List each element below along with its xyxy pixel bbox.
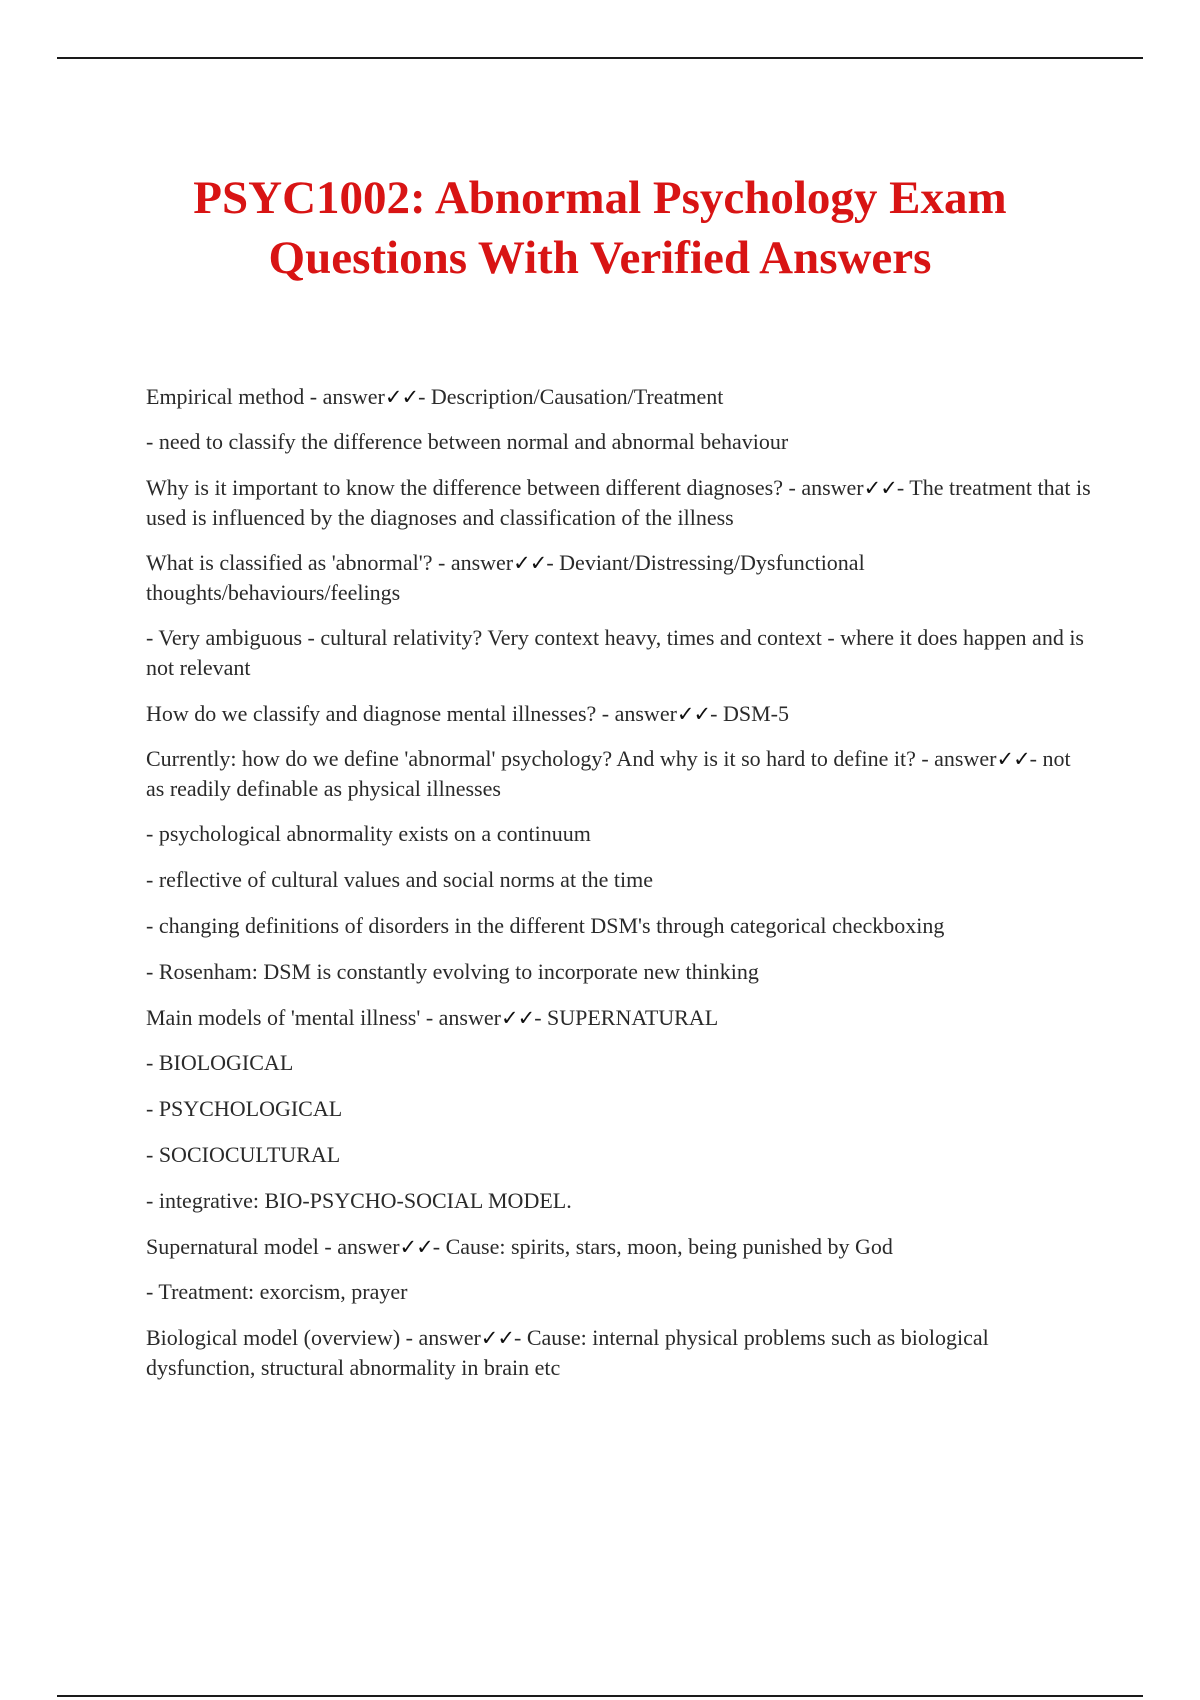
question-text: Supernatural model - [146,1234,338,1259]
answer-label: answer [934,746,997,771]
question-text: Biological model (overview) - [146,1325,419,1350]
answer-text: - Cause: internal physical problems such as biological dysfunction, structural abnormality in brain etc [146,1325,989,1380]
double-check-icon: ✓✓ [500,1006,535,1030]
double-check-icon: ✓✓ [399,1235,433,1259]
answer-label: answer [801,475,864,500]
question-answer [146,1003,1091,1033]
top-rule [57,57,1143,59]
answer-detail: - integrative: BIO-PSYCHO-SOCIAL MODEL. [146,1188,572,1213]
answer-detail: - psychological abnormality exists on a continuum [146,821,591,846]
answer-text: - The treatment that is used is influenced by the diagnoses and classification of the illness [146,475,1091,530]
answer-label: answer [418,1325,481,1350]
bottom-rule [57,1695,1143,1697]
question-answer [146,548,1091,608]
question-answer [146,382,1091,412]
answer-detail: - need to classify the difference between normal and abnormal behaviour [146,429,789,454]
qa-list [146,382,1091,1398]
question-answer [146,473,1091,533]
double-check-icon: ✓✓ [863,476,897,500]
answer-detail: - Treatment: exorcism, prayer [146,1279,408,1304]
question-text: Currently: how do we define 'abnormal' psychology? And why is it so hard to define it? - [146,746,935,771]
answer-label: answer [322,384,385,409]
answer-label: answer [450,550,514,575]
question-text: How do we classify and diagnose mental illnesses? - [146,701,615,726]
question-answer [146,1323,1091,1383]
question-answer [146,699,1091,729]
answer-text: - DSM-5 [710,701,789,726]
answer-detail: - BIOLOGICAL [146,1050,294,1075]
question-answer [146,1232,1091,1262]
answer-detail: - Very ambiguous - cultural relativity? Very context heavy, times and context - where it does happen and is not relevant [146,625,1084,680]
document-title [100,168,1100,288]
answer-detail: - changing definitions of disorders in the different DSM's through categorical checkboxing [146,913,945,938]
question-text: Empirical method - [146,384,323,409]
double-check-icon: ✓✓ [676,702,711,726]
double-check-icon: ✓✓ [480,1326,514,1350]
answer-text: - SUPERNATURAL [534,1005,719,1030]
answer-detail: - Rosenham: DSM is constantly evolving to incorporate new thinking [146,959,759,984]
answer-label: answer [614,701,677,726]
title-line-1: PSYC1002: Abnormal Psychology Exam [193,172,1007,224]
answer-detail: - PSYCHOLOGICAL [146,1096,343,1121]
double-check-icon: ✓✓ [384,385,419,409]
answer-text: - Deviant/Distressing/Dysfunctional thoughts/behaviours/feelings [146,550,865,605]
double-check-icon: ✓✓ [996,747,1030,771]
double-check-icon: ✓✓ [513,551,547,575]
answer-text: - not as readily definable as physical illnesses [146,746,1071,801]
question-text: What is classified as 'abnormal'? - [146,550,451,575]
title-line-2: Questions With Verified Answers [268,232,932,284]
question-answer [146,744,1091,804]
answer-text: - Cause: spirits, stars, moon, being punished by God [432,1234,893,1259]
question-text: Main models of 'mental illness' - [146,1005,439,1030]
answer-detail: - SOCIOCULTURAL [146,1142,341,1167]
question-text: Why is it important to know the difference between different diagnoses? - [146,475,802,500]
answer-label: answer [438,1005,501,1030]
answer-detail: - reflective of cultural values and social norms at the time [146,867,654,892]
answer-text: - Description/Causation/Treatment [418,384,724,409]
answer-label: answer [337,1234,400,1259]
